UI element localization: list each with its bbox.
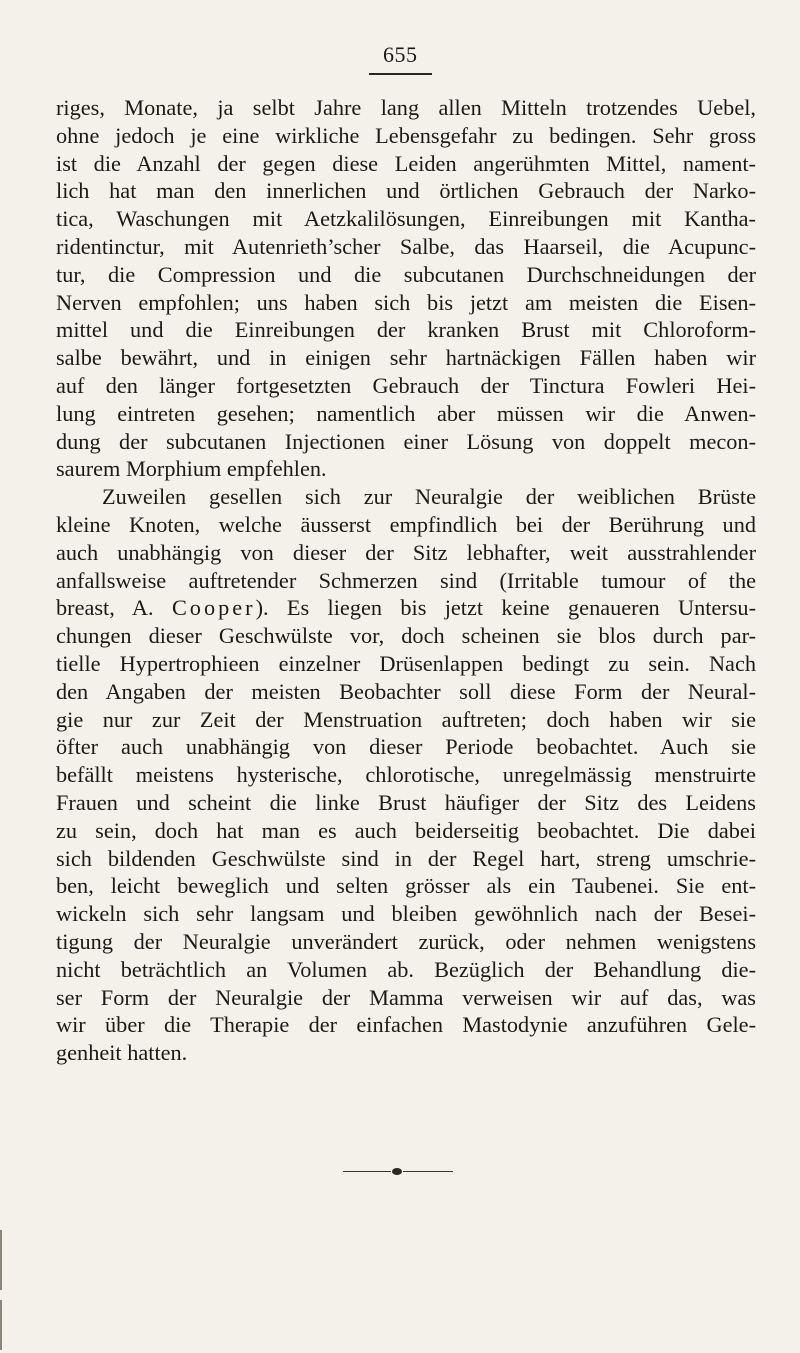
text-line: öfter auch unabhängig von dieser Periode beobachtet. Auch sie (56, 734, 756, 760)
text-line: den Angaben der meisten Beobachter soll diese Form der Neural- (56, 678, 756, 704)
text-line: ridentinctur, mit Autenrieth’scher Salbe, das Haarseil, die Acupunc- (56, 233, 756, 259)
text-line: sich bildenden Geschwülste sind in der Regel hart, streng umschrie- (56, 845, 756, 871)
text-line: dung der subcutanen Injectionen einer Lösung von doppelt mecon- (56, 428, 756, 454)
text-line: Zuweilen gesellen sich zur Neuralgie der weiblichen Brüste (102, 484, 756, 510)
text-line: anfallsweise auftretender Schmerzen sind (Irritable tumour of the (56, 567, 756, 593)
ornament-line (403, 1171, 453, 1172)
text-line: lung eintreten gesehen; namentlich aber müssen wir die Anwen- (56, 400, 756, 426)
text-line: auf den länger fortgesetzten Gebrauch der Tinctura Fowleri Hei- (56, 372, 756, 398)
scan-edge-mark (0, 1300, 2, 1350)
text-line: wickeln sich sehr langsam und bleiben gewöhnlich nach der Besei- (56, 901, 756, 927)
text-line: genheit hatten. (56, 1040, 188, 1066)
text-line: tur, die Compression und die subcutanen Durchschneidungen der (56, 261, 756, 287)
ornament-dot (392, 1168, 402, 1175)
page-number: 655 (383, 42, 418, 67)
page-number-rule (369, 73, 432, 75)
text-line: riges, Monate, ja selbt Jahre lang allen Mitteln trotzendes Uebel, (56, 95, 756, 120)
text-line: tigung der Neuralgie unverändert zurück, oder nehmen wenigstens (56, 928, 756, 954)
text-line: ist die Anzahl der gegen diese Leiden angerühmten Mittel, nament- (56, 150, 756, 176)
text-line: lich hat man den innerlichen und örtlichen Gebrauch der Narko- (56, 178, 756, 204)
text-line: Frauen und scheint die linke Brust häufiger der Sitz des Leidens (56, 789, 756, 815)
text-line: nicht beträchtlich an Volumen ab. Bezüglich der Behandlung die- (56, 956, 756, 982)
text-line: tica, Waschungen mit Aetzkalilösungen, Einreibungen mit Kantha- (56, 206, 756, 232)
text-line: befällt meistens hysterische, chlorotische, unregelmässig menstruirte (56, 762, 756, 788)
text-fragment: ). Es liegen bis jetzt keine genaueren Untersu- (255, 595, 756, 621)
text-line: chungen dieser Geschwülste vor, doch scheinen sie blos durch par- (56, 623, 756, 649)
text-line: zu sein, doch hat man es auch beiderseitig beobachtet. Die dabei (56, 817, 756, 843)
text-line: wir über die Therapie der einfachen Mastodynie anzuführen Gele- (56, 1012, 756, 1038)
text-line: Nerven empfohlen; uns haben sich bis jetzt am meisten die Eisen- (56, 289, 756, 315)
text-line-with-name (56, 594, 756, 622)
text-line: auch unabhängig von dieser der Sitz lebhafter, weit ausstrahlender (56, 539, 756, 565)
text-line: gie nur zur Zeit der Menstruation auftreten; doch haben wir sie (56, 706, 756, 732)
scan-edge-mark (0, 1230, 2, 1290)
text-line: mittel und die Einreibungen der kranken Brust mit Chloroform- (56, 317, 756, 343)
text-line: saurem Morphium empfehlen. (56, 456, 327, 482)
section-end-ornament (343, 1168, 453, 1176)
ornament-line (343, 1171, 391, 1172)
text-line: ser Form der Neuralgie der Mamma verweisen wir auf das, was (56, 984, 756, 1010)
text-fragment: breast, A. (56, 595, 172, 621)
text-line: salbe bewährt, und in einigen sehr hartnäckigen Fällen haben wir (56, 345, 756, 371)
author-name: Cooper (171, 595, 256, 621)
body-text (56, 94, 756, 1067)
text-line: tielle Hypertrophieen einzelner Drüsenlappen bedingt zu sein. Nach (56, 650, 756, 676)
text-line: ben, leicht beweglich und selten grösser als ein Taubenei. Sie ent- (56, 873, 756, 899)
text-line: ohne jedoch je eine wirkliche Lebensgefahr zu bedingen. Sehr gross (56, 122, 756, 148)
text-line: kleine Knoten, welche äusserst empfindlich bei der Berührung und (56, 511, 756, 537)
